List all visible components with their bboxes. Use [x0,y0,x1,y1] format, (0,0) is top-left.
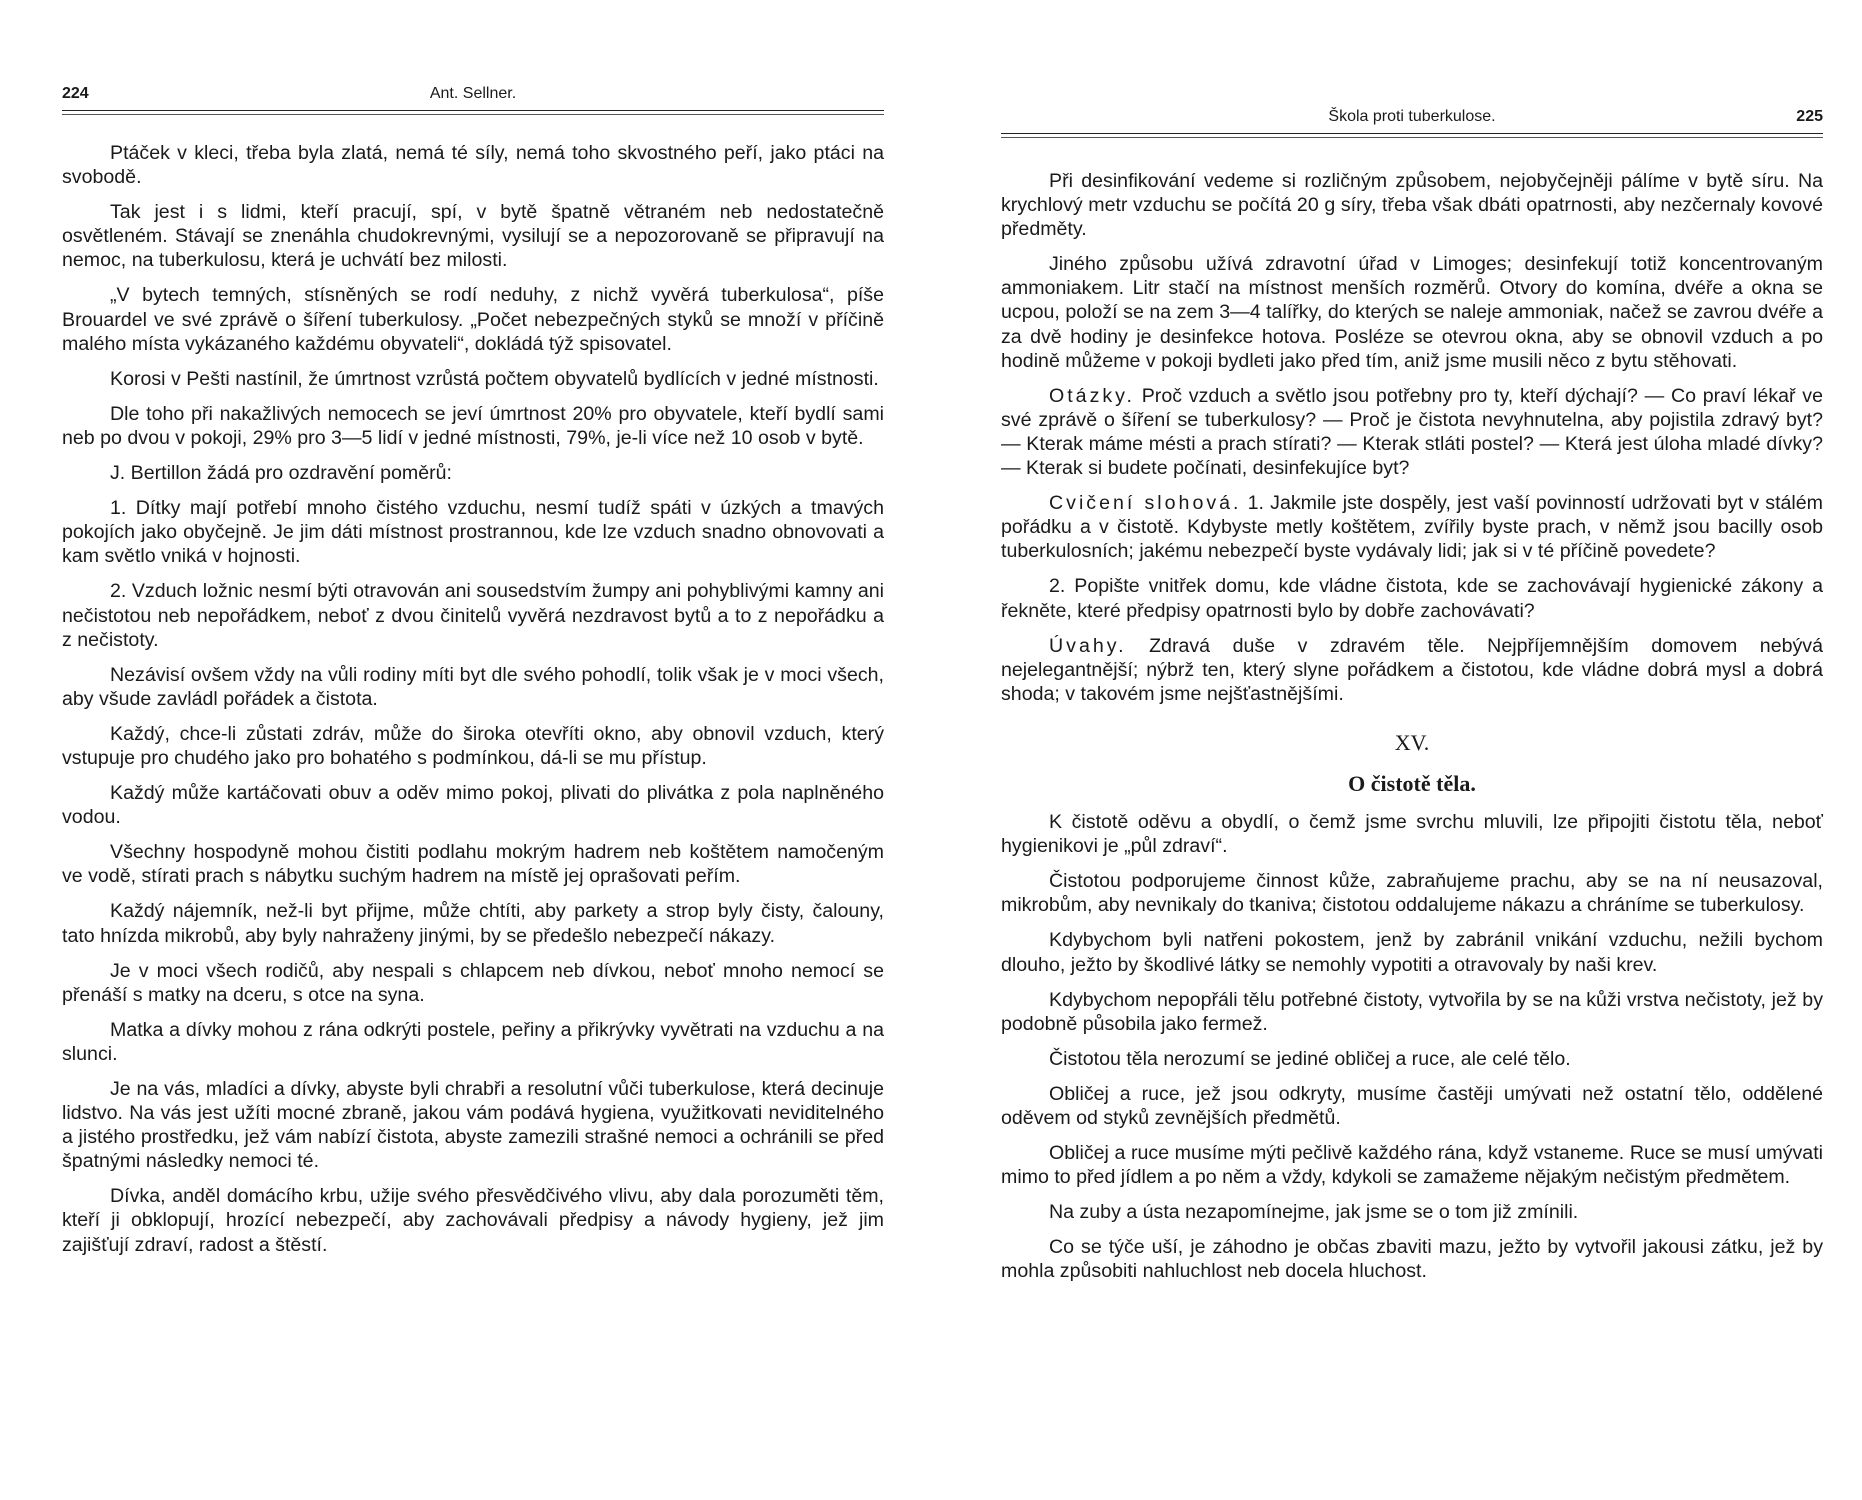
paragraph: Každý, chce-li zůstati zdráv, může do široka otevříti okno, aby obnovil vzduch, který vstupuje pro chudého jako pro bohatého s podmínkou, dá-li se mu přístup. [62,722,884,769]
questions-paragraph [1001,384,1823,480]
questions-text: Proč vzduch a světlo jsou potřebny pro ty, kteří dýchají? — Co praví lékař ve své zprávě o šíření se tuberkulosy? — Proč je čistota nevyhnutelna, aby pojistila zdravý byt? — Kterak máme mésti a prach stírati? — Kterak stláti postel? — Která jest úloha mladé dívky? — Kterak si budete počínati, desinfekujíce byt? [1001,384,1823,480]
paragraph: Dívka, anděl domácího krbu, užije svého přesvědčivého vlivu, aby dala porozuměti těm, kteří ji obklopují, hrozící nebezpečí, aby zachovávali předpisy a návody hygieny, jež jim zajišťují zdraví, radost a štěstí. [62,1185,884,1256]
paragraph: Každý může kartáčovati obuv a oděv mimo pokoj, plivati do plivátka z pola naplněného vodou. [62,782,884,829]
paragraph: K čistotě oděvu a obydlí, o čemž jsme svrchu mluvili, lze připojiti čistotu těla, neboť hygienikovi je „půl zdraví“. [1001,811,1823,858]
running-head-author: Ant. Sellner. [429,85,517,102]
paragraph: Tak jest i s lidmi, kteří pracují, spí, v bytě špatně větraném neb nedostatečně osvětleném. Stávají se znenáhla chudokrevnými, vysilují se a nepozorovaně se připravují na nemoc, na tuberkulosu, která je uchvátí bez milosti. [62,201,884,272]
paragraph: Kdybychom byli natřeni pokostem, jenž by zabránil vnikání vzduchu, nežili bychom dlouho, ježto by škodlivé látky se nemohly vypotiti a otravovaly by naši krev. [1001,929,1823,976]
paragraph: 2. Vzduch ložnic nesmí býti otravován ani sousedstvím žumpy ani pohyblivými kamny ani nečistotou neb nepořádkem, neboť z dvou činitelů vyvěrá nezdravost bytů a to z nepořádku a z nečistoty. [62,580,884,651]
header-rule [1001,133,1823,134]
paragraph: Co se týče uší, je záhodno je občas zbaviti mazu, ježto by vytvořil jakousi zátku, jež by mohla způsobiti nahluchlost neb docela hluchost. [1001,1236,1823,1283]
running-head-right [1001,108,1823,138]
paragraph: Čistotou těla nerozumí se jediné obličej a ruce, ale celé tělo. [1049,1047,1571,1070]
paragraph: Nezávisí ovšem vždy na vůli rodiny míti byt dle svého pohodlí, tolik však je v moci všech, aby všude zavládl pořádek a čistota. [62,663,884,710]
paragraph: Je v moci všech rodičů, aby nespali s chlapcem neb dívkou, neboť mnoho nemocí se přenáší s matky na dceru, s otce na syna. [62,959,884,1006]
paragraph: „V bytech temných, stísněných se rodí neduhy, z nichž vyvěrá tuberkulosa“, píše Brouardel ve své zprávě o šíření tuberkulosy. „Počet nebezpečných styků se množí v příčině malého místa vykázaného každému obyvateli“, dokládá týž spisovatel. [62,284,884,355]
paragraph: 1. Dítky mají potřebí mnoho čistého vzduchu, nesmí tudíž spáti v úzkých a tmavých pokojích jako obyčejně. Je jim dáti místnost prostrannou, kde lze vzduch snadno obnovovati a kam světlo vniká v hojnosti. [62,497,884,568]
paragraph: Matka a dívky mohou z rána odkrýti postele, peřiny a přikrývky vyvětrati na vzduchu a na slunci. [62,1018,884,1065]
paragraph: Čistotou podporujeme činnost kůže, zabraňujeme prachu, aby se na ní neusazoval, mikrobům, aby nevnikaly do tkaniva; čistotou oddalujeme nákazu a chráníme se tuberkulosy. [1001,870,1823,917]
paragraph: Kdybychom nepopřáli tělu potřebné čistoty, vytvořila by se na kůži vrstva nečistoty, jež by podobně působila jako fermež. [1001,988,1823,1035]
paragraph: Je na vás, mladíci a dívky, abyste byli chrabři a resolutní vůči tuberkulose, která decinuje lidstvo. Na vás jest užíti mocné zbraně, jakou vám podává hygiena, využitkovati neviditelného a jistého prostředku, jež vám nabízí čistota, abyste zamezili strašné nemoci a ochránili se před špatnými následky nemoci té. [62,1078,884,1173]
exercises-paragraph [1001,491,1823,563]
exercises-text: 1. Jakmile jste dospěly, jest vaší povinností udržovati byt v stálém pořádku a v čistotě. Kdybyste metly koštětem, zvířily byste prach, v němž jsou bacilly osob tuberkulosních; jakému nebezpečí byste vydávaly lidi; jak si v té příčině povedete? [1001,492,1823,563]
running-head-title: Škola proti tuberkulose. [1328,108,1496,125]
paragraph: Všechny hospodyně mohou čistiti podlahu mokrým hadrem neb koštětem namočeným ve vodě, stírati prach s nábytku suchým hadrem na místě jej oprašovati peřím. [62,841,884,888]
paragraph: Obličej a ruce, jež jsou odkryty, musíme častěji umývati než ostatní tělo, oddělené oděvem od styků zevnějších předmětů. [1001,1082,1823,1129]
paragraph: Korosi v Pešti nastínil, že úmrtnost vzrůstá počtem obyvatelů bydlících v jedné místnosti. [110,367,879,390]
page-number-right: 225 [1796,108,1823,125]
header-rule [62,110,884,111]
paragraph: Obličej a ruce musíme mýti pečlivě každého rána, když vstaneme. Ruce se musí umývati mimo to před jídlem a po něm a vždy, kdykoli se zamažeme nějakým nečistým předmětem. [1001,1142,1823,1189]
reflections-paragraph [1001,634,1823,706]
questions-label: Otázky. [1049,384,1135,407]
paragraph: J. Bertillon žádá pro ozdravění poměrů: [110,462,452,485]
page-number-left: 224 [62,85,89,102]
header-rule-thin [62,114,884,115]
exercises-label: Cvičení slohová. [1049,492,1242,515]
chapter-title: O čistotě těla. [1348,770,1476,796]
right-page-body [1001,169,1823,1295]
paragraph: Na zuby a ústa nezapomínejme, jak jsme se o tom již zmínili. [1049,1201,1579,1224]
chapter-number: XV. [1394,729,1430,755]
running-head-left [62,85,884,115]
paragraph: Ptáček v kleci, třeba byla zlatá, nemá té síly, nemá toho skvostného peří, jako ptáci na svobodě. [62,142,884,189]
left-page [62,0,884,1256]
reflections-text: Zdravá duše v zdravém těle. Nejpříjemnějším domovem nebývá nejelegantnější; nýbrž ten, který slyne pořádkem a čistotou, kde vládne dobrá mysl a dobrá shoda; v takovém jsme nejšťastnějšími. [1001,634,1823,705]
paragraph: Při desinfikování vedeme si rozličným způsobem, nejobyčejněji pálíme v bytě síru. Na krychlový metr vzduchu se počítá 20 g síry, třeba však dbáti opatrnosti, aby nezčernaly kovové předměty. [1001,170,1823,241]
paragraph: Jiného způsobu užívá zdravotní úřad v Limoges; desinfekují totiž koncentrovaným ammoniakem. Litr stačí na místnost menších rozměrů. Otvory do komína, dvéře a okna se ucpou, položí se na zem 3—4 talířky, do kterých se naleje ammoniak, načež se zavrou dvéře a za dvě hodiny je desinfekce hotova. Posléze se otevrou okna, aby se obnovil vzduch a po hodině můžeme v pokoji bydleti jako před tím, aniž jsme musili něco z bytu stěhovati. [1001,253,1823,372]
paragraph: Dle toho při nakažlivých nemocech se jeví úmrtnost 20% pro obyvatele, kteří bydlí sami neb po dvou v pokoji, 29% pro 3—5 lidí v jedné místnosti, 79%, je-li více než 10 osob v bytě. [62,402,884,449]
right-page [1001,0,1823,1283]
reflections-label: Úvahy. [1049,634,1127,657]
header-rule-thin [1001,137,1823,138]
left-page-body [62,141,884,1268]
paragraph: Každý nájemník, než-li byt přijme, může chtíti, aby parkety a strop byly čisty, čalouny, tato hnízda mikrobů, aby byly nahraženy jinými, by se předešlo nebezpečí nákazy. [62,900,884,947]
paragraph: 2. Popište vnitřek domu, kde vládne čistota, kde se zachovávají hygienické zákony a řekněte, které předpisy opatrnosti bylo by dobře zachovávati? [1001,575,1823,622]
